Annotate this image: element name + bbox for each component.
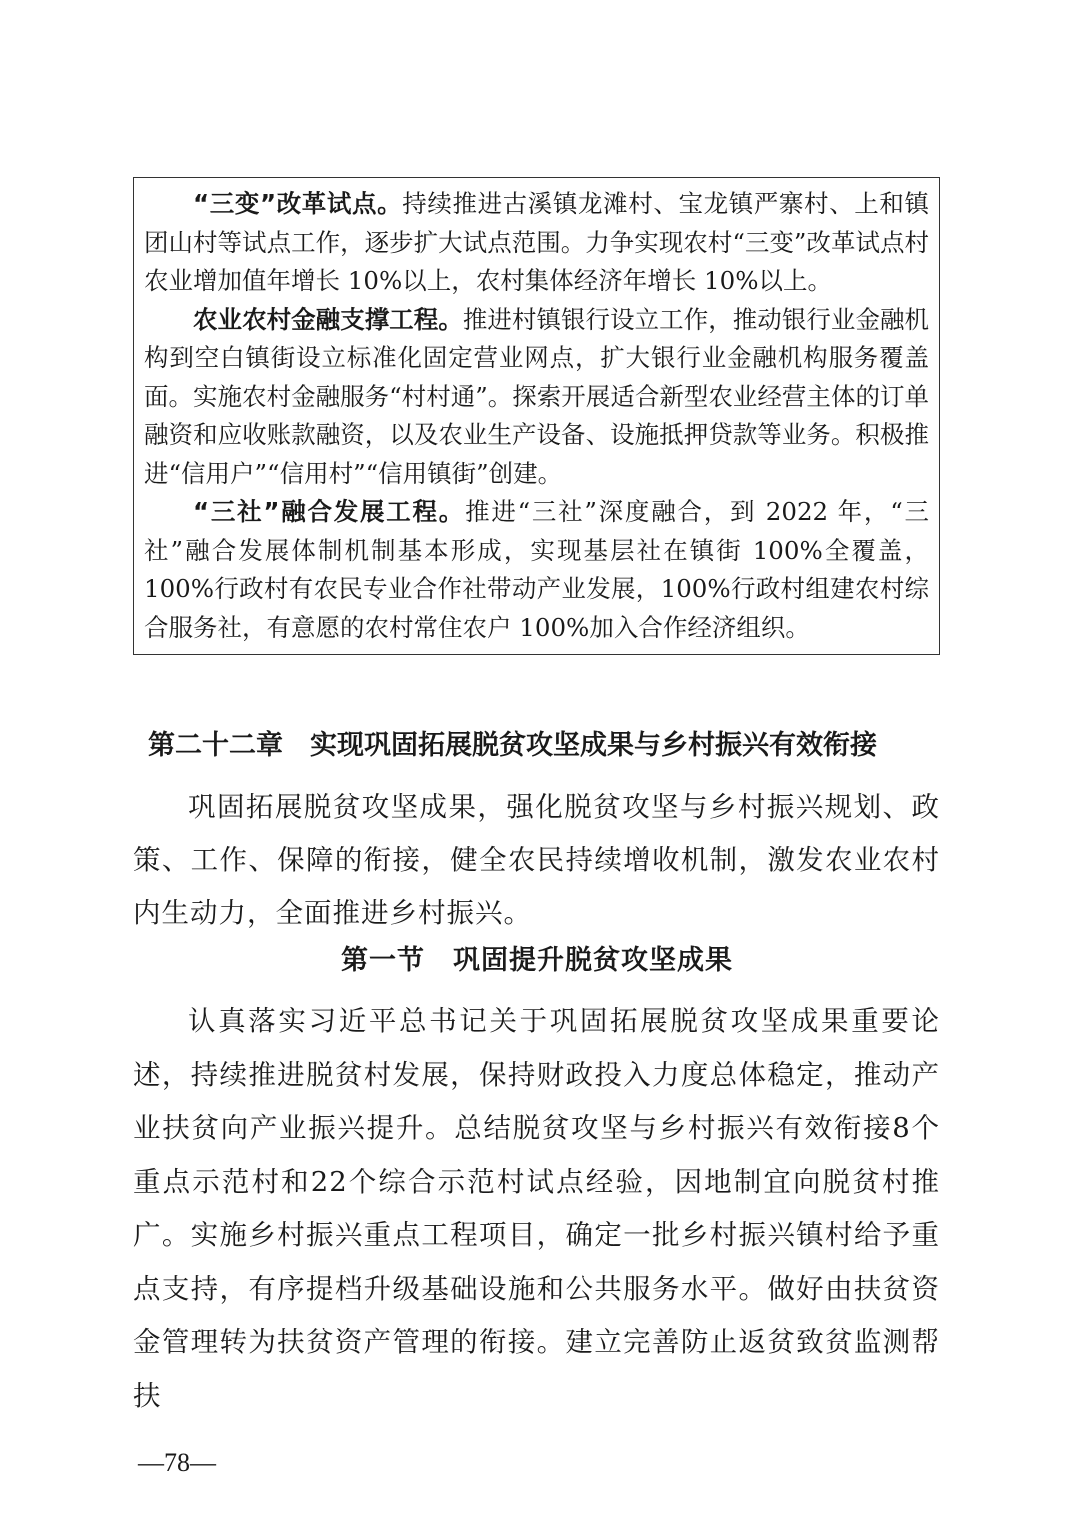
box-item-title: “三变”改革试点。	[193, 189, 403, 218]
box-item-title: 农业农村金融支撑工程。	[193, 304, 463, 334]
chapter-intro: 巩固拓展脱贫攻坚成果，强化脱贫攻坚与乡村振兴规划、政策、工作、保障的衔接，健全农民持续增收机制，激发农业农村内生动力，全面推进乡村振兴。	[133, 791, 940, 929]
chapter-heading: 第二十二章 实现巩固拓展脱贫攻坚成果与乡村振兴有效衔接	[148, 730, 877, 761]
project-box	[133, 177, 940, 655]
box-item-body: 推进“三社”深度融合，到 2022 年，“三社”融合发展体制机制基本形成，实现基层社在镇街 100%全覆盖，100%行政村有农民专业合作社带动产业发展，100%行政村组建农村综合服务社，有意愿的农村常住农户 100%加入合作经济组织。	[144, 497, 929, 642]
box-item-finance	[144, 301, 929, 494]
box-item-sanbian	[144, 185, 929, 301]
section-heading: 第一节 巩固提升脱贫攻坚成果	[341, 945, 733, 976]
box-item-body: 推进村镇银行设立工作，推动银行业金融机构到空白镇街设立标准化固定营业网点，扩大银行业金融机构服务覆盖面。实施农村金融服务“村村通”。探索开展适合新型农业经营主体的订单融资和应收账款融资，以及农业生产设备、设施抵押贷款等业务。积极推进“信用户”“信用村”“信用镇街”创建。	[144, 304, 930, 488]
box-item-title: “三社”融合发展工程。	[193, 497, 466, 526]
page-number: —78—	[138, 1448, 216, 1477]
box-item-body: 持续推进古溪镇龙滩村、宝龙镇严寨村、上和镇团山村等试点工作，逐步扩大试点范围。力争实现农村“三变”改革试点村农业增加值年增长 10%以上，农村集体经济年增长 10%以上。	[144, 189, 929, 295]
box-item-sanshe	[144, 493, 929, 647]
section-body: 认真落实习近平总书记关于巩固拓展脱贫攻坚成果重要论述，持续推进脱贫村发展，保持财政投入力度总体稳定，推动产业扶贫向产业振兴提升。总结脱贫攻坚与乡村振兴有效衔接8个重点示范村和22个综合示范村试点经验，因地制宜向脱贫村推广。实施乡村振兴重点工程项目，确定一批乡村振兴镇村给予重点支持，有序提档升级基础设施和公共服务水平。做好由扶贫资金管理转为扶贫资产管理的衔接。建立完善防止返贫致贫监测帮扶	[133, 1005, 940, 1412]
